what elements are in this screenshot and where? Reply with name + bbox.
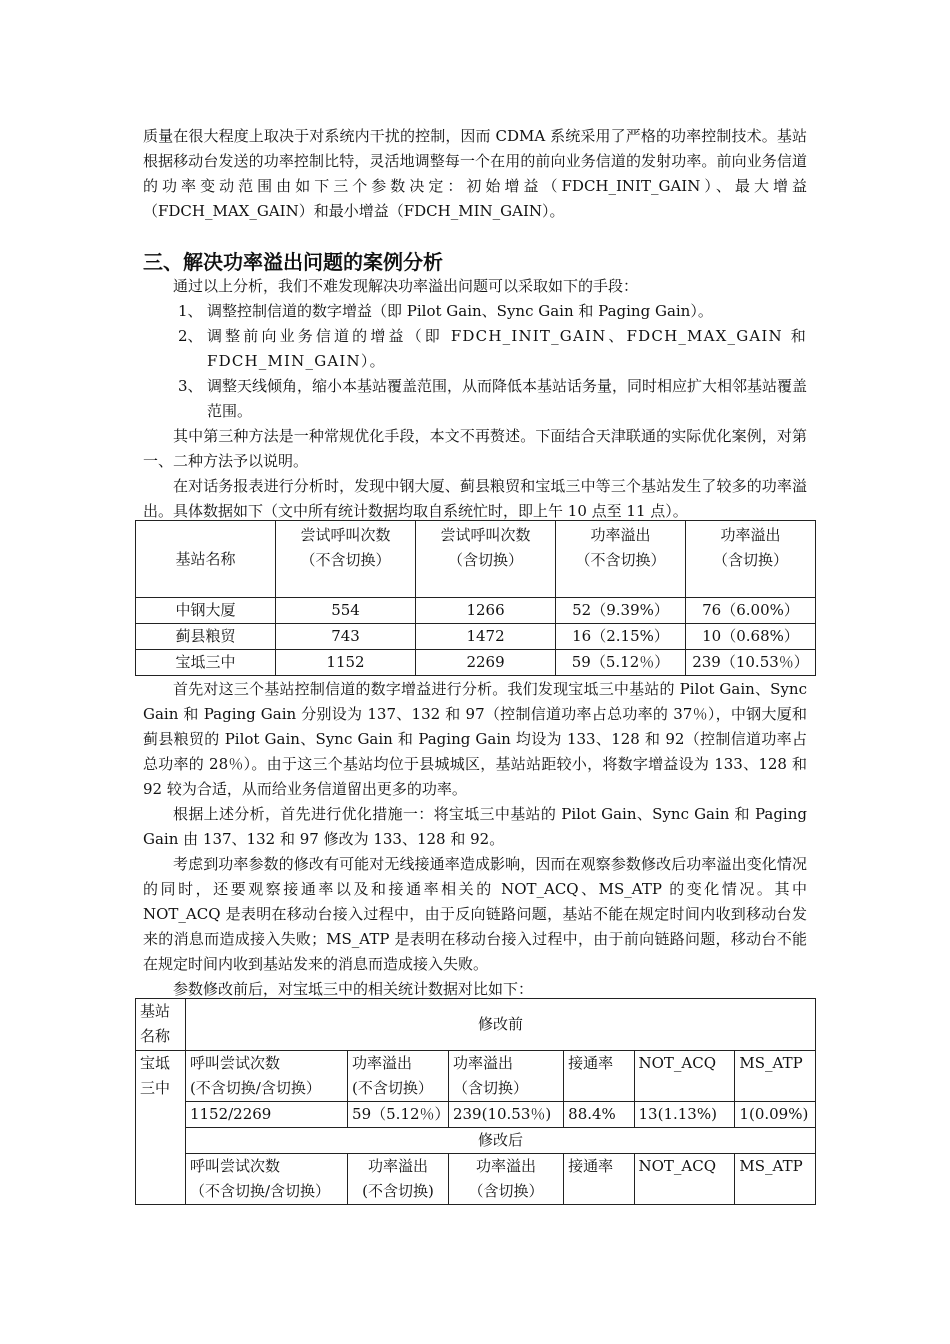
method-text: 调整控制信道的数字增益（即 Pilot Gain、Sync Gain 和 Paging Gain）。 [207, 302, 713, 320]
table-cell: 1266 [416, 598, 556, 624]
para-measure: 根据上述分析，首先进行优化措施一：将宝坻三中基站的 Pilot Gain、Sync Gain 和 Paging Gain 由 137、132 和 97 修改为 133、128 和 92。 [143, 805, 807, 848]
table-header-row [136, 521, 816, 598]
table-row [136, 1051, 816, 1102]
overflow-table [135, 520, 816, 676]
header-cell: 接通率 [564, 1051, 634, 1102]
section-title: 三、解决功率溢出问题的案例分析 [143, 250, 443, 274]
method-item-3 [178, 374, 807, 424]
header-cell: MS_ATP [735, 1051, 816, 1102]
para-report: 在对话务报表进行分析时，发现中钢大厦、蓟县粮贸和宝坻三中等三个基站发生了较多的功率溢出。具体数据如下（文中所有统计数据均取自系统忙时，即上午 10 点至 11 点）。 [143, 477, 807, 520]
method-item-1 [178, 299, 807, 324]
intro-paragraph: 质量在很大程度上取决于对系统内干扰的控制，因而 CDMA 系统采用了严格的功率控制技术。基站根据移动台发送的功率控制比特，灵活地调整每一个在用的前向业务信道的发射功率。前向业务信道的功率变动范围由如下三个参数决定：初始增益（FDCH_INIT_GAIN）、最大增益（FDCH_MAX_GAIN）和最小增益（FDCH_MIN_GAIN）。 [143, 127, 807, 220]
header-cell: MS_ATP [735, 1154, 816, 1205]
para-consider: 考虑到功率参数的修改有可能对无线接通率造成影响，因而在观察参数修改后功率溢出变化情况的同时，还要观察接通率以及和接通率相关的 NOT_ACQ、MS_ATP 的变化情况。其中 NOT_ACQ 是表明在移动台接入过程中，由于反向链路问题，基站不能在规定时间内收到移动台发来的消息而造成接入失败；MS_ATP 是表明在移动台接入过程中，由于前向链路问题，移动台不能在规定时间内收到基站发来的消息而造成接入失败。 [143, 855, 807, 973]
method-text: 调整前向业务信道的增益（即 FDCH_INIT_GAIN、FDCH_MAX_GAIN 和 FDCH_MIN_GAIN）。 [207, 327, 807, 370]
table-cell: 52（9.39%） [556, 598, 686, 624]
method-number: 2、 [178, 327, 203, 345]
table-cell: 中钢大厦 [136, 598, 276, 624]
table-cell: 554 [276, 598, 416, 624]
table-row [136, 1102, 816, 1128]
station-header-cell: 基站名称 [136, 999, 186, 1051]
header-cell: 功率溢出 (不含切换) [348, 1154, 449, 1205]
table-cell: 1472 [416, 624, 556, 650]
table-row [136, 650, 816, 676]
table-row [136, 624, 816, 650]
table-cell: 10（0.68%） [686, 624, 816, 650]
table-cell: 239(10.53％) [448, 1102, 563, 1128]
header-cell: NOT_ACQ [634, 1154, 735, 1205]
para-method3: 其中第三种方法是一种常规优化手段，本文不再赘述。下面结合天津联通的实际优化案例，对第一、二种方法予以说明。 [143, 427, 807, 470]
table-cell: 1152/2269 [185, 1102, 347, 1128]
header-cell: 呼叫尝试次数 (不含切换/含切换） [185, 1051, 347, 1102]
table-cell: 1152 [276, 650, 416, 676]
table-row [136, 1128, 816, 1154]
table-cell: 743 [276, 624, 416, 650]
header-cell: 基站名称 [136, 521, 276, 598]
table-cell: 239（10.53％） [686, 650, 816, 676]
header-cell: 功率溢出 （含切换） [448, 1051, 563, 1102]
table-cell: 16（2.15%） [556, 624, 686, 650]
method-item-2 [178, 324, 807, 374]
header-cell: 尝试呼叫次数 （含切换） [416, 521, 556, 598]
table-cell: 76（6.00%） [686, 598, 816, 624]
table-cell: 宝坻三中 [136, 650, 276, 676]
header-cell: 接通率 [564, 1154, 634, 1205]
header-cell: NOT_ACQ [634, 1051, 735, 1102]
after-label-cell: 修改后 [185, 1128, 815, 1154]
method-number: 1、 [178, 302, 203, 320]
header-cell: 呼叫尝试次数 （不含切换/含切换） [185, 1154, 347, 1205]
table-cell: 1(0.09%) [735, 1102, 816, 1128]
para-compare: 参数修改前后，对宝坻三中的相关统计数据对比如下： [173, 980, 534, 998]
comparison-table [135, 998, 816, 1205]
header-cell: 功率溢出 （不含切换） [556, 521, 686, 598]
para-analysis: 首先对这三个基站控制信道的数字增益进行分析。我们发现宝坻三中基站的 Pilot Gain、Sync Gain 和 Paging Gain 分别设为 137、132 和 97（控制信道功率占总功率的 37％），中钢大厦和蓟县粮贸的 Pilot Gain、Sync Gain 和 Paging Gain 均设为 133、128 和 92（控制信道功率占总功率的 28％）。由于这三个基站均位于县城城区，基站站距较小，将数字增益设为 133、128 和 92 较为合适，从而给业务信道留出更多的功率。 [143, 680, 807, 798]
header-cell: 尝试呼叫次数 （不含切换） [276, 521, 416, 598]
header-cell: 功率溢出 （含切换） [686, 521, 816, 598]
table-cell: 2269 [416, 650, 556, 676]
table-cell: 13(1.13%) [634, 1102, 735, 1128]
section-intro: 通过以上分析，我们不难发现解决功率溢出问题可以采取如下的手段： [173, 277, 639, 295]
table-row [136, 1154, 816, 1205]
table-cell: 88.4% [564, 1102, 634, 1128]
header-cell: 功率溢出 （含切换） [448, 1154, 563, 1205]
method-text: 调整天线倾角，缩小本基站覆盖范围，从而降低本基站话务量，同时相应扩大相邻基站覆盖范围。 [207, 377, 808, 420]
before-label-cell: 修改前 [185, 999, 815, 1051]
table-cell: 蓟县粮贸 [136, 624, 276, 650]
table-row [136, 598, 816, 624]
header-cell: 功率溢出 (不含切换） [348, 1051, 449, 1102]
method-number: 3、 [178, 377, 203, 395]
table-row [136, 999, 816, 1051]
table-cell: 59（5.12％） [556, 650, 686, 676]
station-cell: 宝坻三中 [136, 1051, 186, 1205]
table-cell: 59（5.12％） [348, 1102, 449, 1128]
